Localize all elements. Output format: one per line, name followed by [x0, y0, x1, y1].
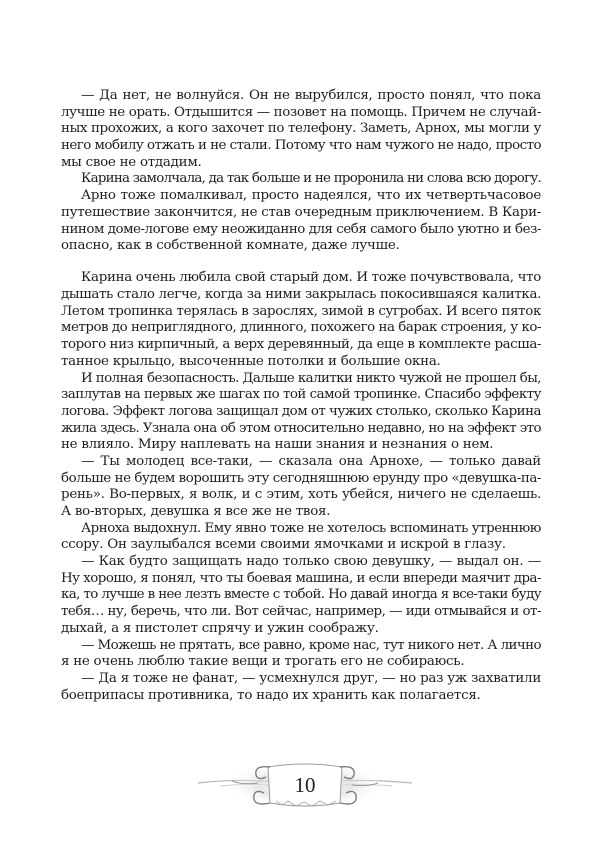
text-line: мы свое не отдадим. [61, 154, 202, 170]
text-line: я не очень люблю такие вещи и трогать его не собираюсь. [61, 654, 465, 670]
page-number-ornament [180, 755, 430, 817]
paragraph [61, 171, 541, 188]
page-body-text [61, 88, 541, 704]
text-line: Ну хорошо, я понял, что ты боевая машина, и если впереди маячит дра- [61, 570, 541, 586]
text-line: танное крыльцо, высоченные потолки и большие окна. [61, 353, 441, 369]
paragraph [61, 454, 541, 521]
text-line: тебя… ну, беречь, что ли. Вот сейчас, например, — иди отмывайся и от- [61, 604, 541, 620]
text-line: А во-вторых, девушка я все же не твоя. [61, 504, 331, 519]
text-line: Арноха выдохнул. Ему явно тоже не хотелось вспоминать утреннюю [81, 520, 541, 536]
text-line: нином доме-логове ему неожиданно для себя самого было уютно и без- [61, 221, 541, 237]
text-line: — Да я тоже не фанат, — усмехнулся друг, — но раз уж захватили [81, 670, 541, 686]
page-number: 10 [294, 773, 316, 797]
paragraph [61, 188, 541, 255]
text-line: больше не будем ворошить эту сегодняшнюю ерунду про «девушка-па- [61, 470, 541, 486]
text-line: ссору. Он заулыбался всеми своими ямочками и искрой в глазу. [61, 537, 506, 553]
text-line: Арно тоже помалкивал, просто надеялся, что их четвертьчасовое [81, 188, 541, 204]
text-line: жила здесь. Узнала она об этом относительно недавно, но на эффект это [61, 420, 541, 436]
paragraph [61, 88, 541, 171]
paragraph [61, 638, 541, 671]
text-line: рень». Во-первых, я волк, и с этим, хоть убейся, ничего не сделаешь. [61, 487, 541, 503]
paragraph [61, 371, 541, 454]
text-line: него мобилу отжать и не стали. Потому что нам чужого не надо, просто [61, 138, 541, 154]
text-line: Карина очень любила свой старый дом. И тоже почувствовала, что [81, 270, 541, 286]
paragraph [61, 671, 541, 704]
text-line: Летом тропинка терялась в зарослях, зимой в сугробах. И всего пяток [61, 303, 541, 319]
text-line: — Ты молодец все-таки, — сказала она Арнохе, — только давай [81, 453, 541, 469]
text-line: дыхай, а я пистолет спрячу и ужин соображу. [61, 620, 379, 636]
text-line: логова. Эффект логова защищал дом от чужих столько, сколько Карина [61, 403, 541, 419]
text-line: — Да нет, не волнуйся. Он не вырубился, просто понял, что пока [81, 88, 541, 103]
text-line: Карина замолчала, да так больше и не проронила ни слова всю дорогу. [81, 171, 541, 187]
text-line: метров до неприглядного, длинного, похожего на барак строения, у ко- [61, 320, 541, 336]
text-line: боеприпасы противника, то надо их хранить как полагается. [61, 687, 481, 703]
text-line: опасно, как в собственной комнате, даже лучше. [61, 238, 400, 254]
section-break [61, 255, 541, 271]
text-line: торого низ кирпичный, а верх деревянный, да еще в комплекте расша- [61, 337, 541, 353]
text-line: — Можешь не прятать, все равно, кроме нас, тут никого нет. А лично [81, 637, 541, 653]
text-line: путешествие закончится, не став очередным приключением. В Кари- [61, 204, 541, 220]
text-line: дышать стало легче, когда за ними закрылась покосившаяся калитка. [61, 287, 541, 303]
text-line: заплутав на первых же шагах по той самой тропинке. Спасибо эффекту [61, 387, 541, 403]
text-line: не влияло. Миру наплевать на наши знания и незнания о нем. [61, 437, 494, 453]
text-line: лучше не орать. Отдышится — позовет на помощь. Причем не случай- [61, 104, 541, 120]
text-line: ных прохожих, а кого захочет по телефону. Заметь, Арнох, мы могли у [61, 121, 541, 137]
paragraph [61, 521, 541, 554]
text-line: — Как будто защищать надо только свою девушку, — выдал он. — [81, 554, 541, 570]
paragraph [61, 554, 541, 637]
text-line: И полная безопасность. Дальше калитки никто чужой не прошел бы, [81, 370, 541, 386]
paragraph [61, 270, 541, 370]
text-line: ка, то лучше в нее лезть вместе с тобой. Но давай иногда я все-таки буду [61, 587, 541, 603]
